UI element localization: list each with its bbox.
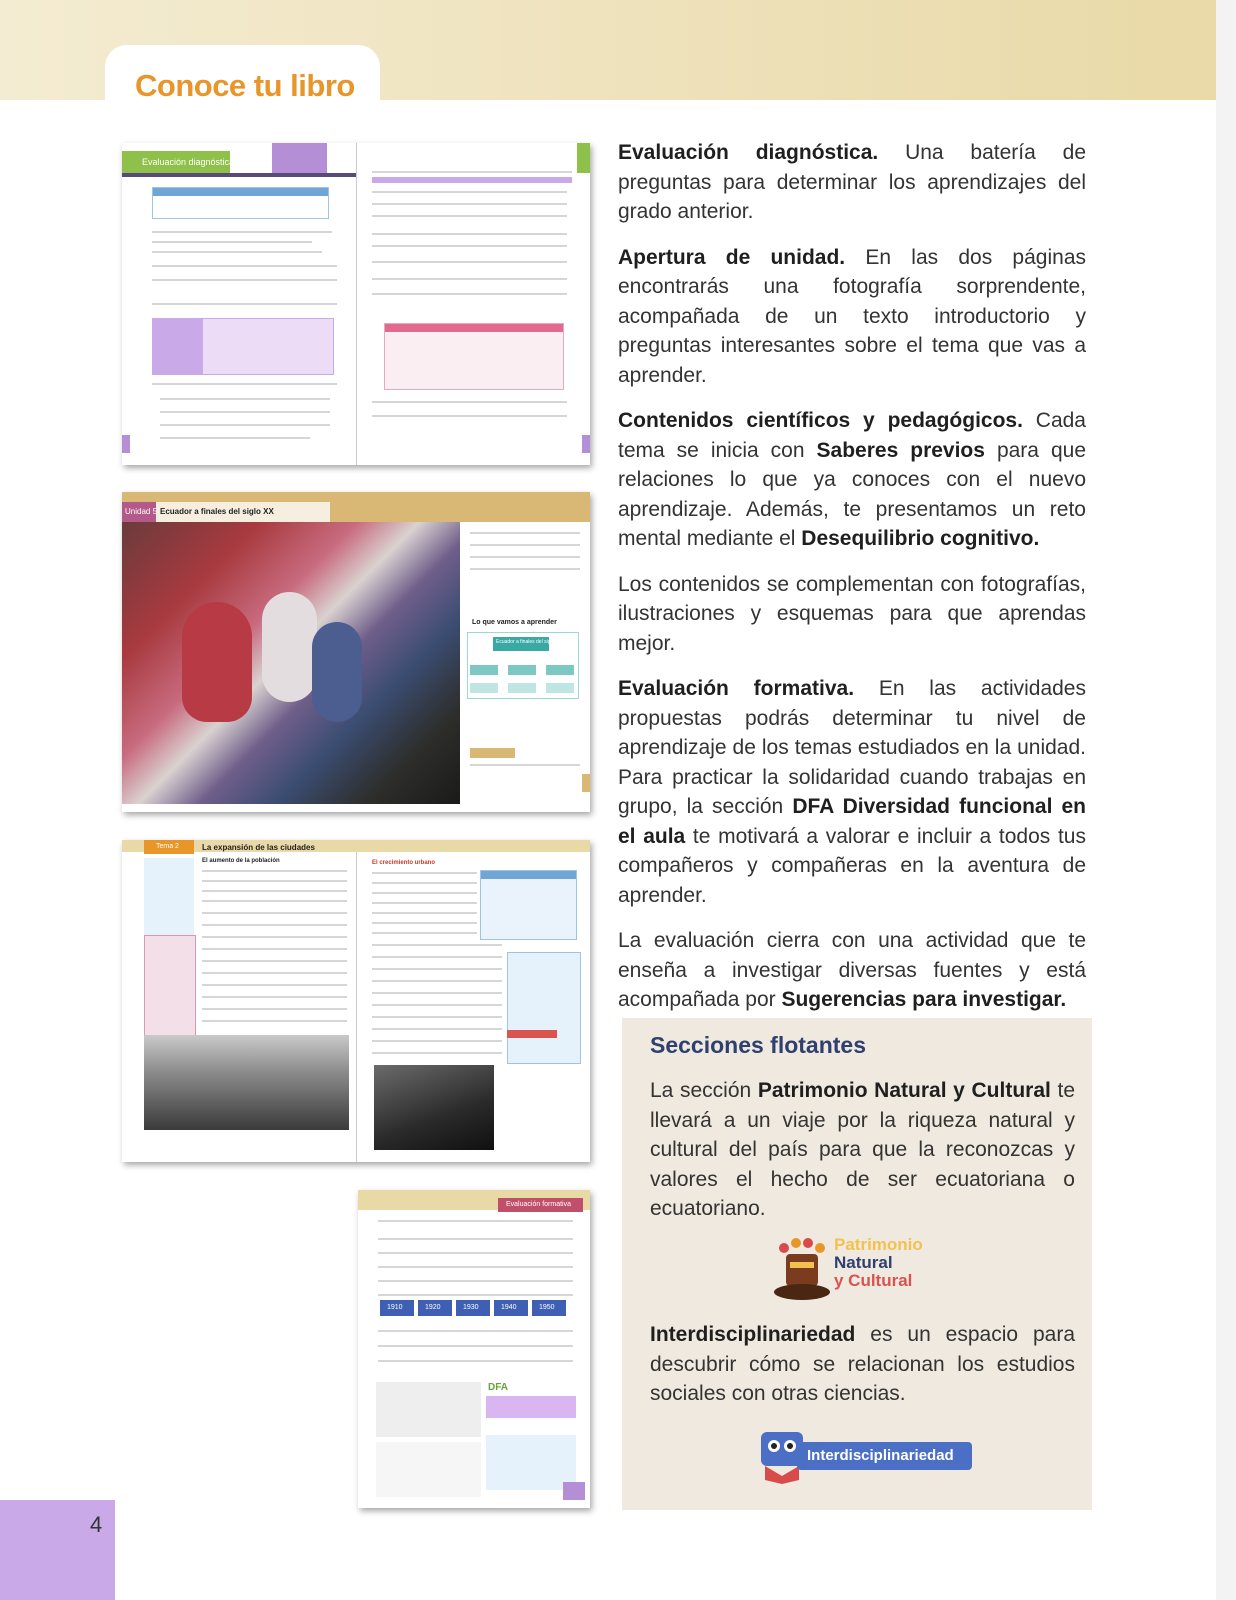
page-edge [1216,0,1236,1600]
text-line [378,1220,573,1222]
term-cognitive-imbalance: Desequilibrio cognitivo. [801,527,1040,550]
text-line [202,960,347,962]
text-line [202,880,347,882]
text-line [372,191,567,193]
topic-tag-label: Tema 2 [156,843,179,850]
learning-map-center-label: Ecuador a finales del siglo XX [496,639,563,645]
text-contents: Cada tema se inicia con [618,409,1086,462]
text-line [152,251,322,253]
text-line [372,1028,502,1030]
text-line [378,1266,573,1268]
text-closing: La evaluación cierra con una actividad que te enseña a investigar diversas fuentes y está acompañada por [618,929,1086,1011]
diagnostic-rule [122,173,356,177]
topic-tag [144,840,194,854]
text-contents: para que relaciones lo que ya conoces con el nuevo aprendizaje. Además, te presentamos un reto mental mediante el [618,438,1086,550]
text-formative: En las actividades propuestas podrás determinar tu nivel de aprendizaje de los temas estudiados en la unidad. Para practicar la solidaridad cuando trabajas en grupo, la sección [618,677,1086,818]
interdisciplinary-logo [757,1428,982,1488]
text-line [372,872,477,874]
text-line [372,171,572,173]
city-photo [144,1035,349,1130]
text-line [372,233,567,235]
unit-title-bar [122,502,330,522]
population-table [480,870,577,940]
text-line [372,902,477,904]
paragraph-contents [618,406,1086,554]
text-patrimonio: te llevará a un viaje por la riqueza natural y cultural del país para que la reconozcas y valores el hecho de ser ecuatoriana o ecuatoriano. [650,1079,1076,1220]
floating-sections-title: Secciones flotantes [650,1032,867,1058]
page-number: 4 [90,1512,103,1537]
diagnostic-corner-green [577,143,590,173]
text-unit-opening: En las dos páginas encontrarás una fotografía sorprendente, acompañada de un texto introductorio y preguntas interesantes sobre el tema que vas a aprender. [618,245,1086,387]
individual-work-box [376,1442,481,1497]
diagnostic-corner-tag [272,143,327,173]
text-line [372,1016,502,1018]
text-line [202,936,347,938]
text-line [470,556,580,558]
text-line [372,932,477,934]
paragraph-unit-opening [618,243,1086,391]
text-line [470,764,580,766]
patrimonio-logo-line1: Patrimonio [834,1235,923,1254]
text-line [378,1280,573,1282]
text-line [470,532,580,534]
page-corner-right [563,1482,585,1500]
timeline-year: 1910 [387,1304,403,1311]
term-dfa: DFA Diversidad funcional en el aula [618,795,1086,848]
text-line [372,401,567,403]
text-formative: te motivará a valorar e incluir a todos tus compañeros y compañeras en la aventura de aprender. [618,824,1086,907]
text-line [152,383,337,385]
term-research-suggestions: Sugerencias para investigar. [781,988,1067,1011]
diagnostic-table [152,187,329,219]
text-line [372,245,567,247]
book-spine [356,840,357,1162]
unit-title: Ecuador a finales del siglo XX [160,507,274,516]
content-mini-table [144,935,196,1037]
patrimonio-logo-line2: Natural [834,1253,893,1272]
text-line [372,992,502,994]
historic-photo [374,1065,494,1150]
text-line [372,215,567,217]
text-line [202,890,347,892]
heading-unit-opening: Apertura de unidad. [618,245,846,269]
text-line [202,984,347,986]
learning-map [467,619,579,699]
text-line [372,203,567,205]
dfa-label: DFA [488,1382,508,1393]
diagnostic-tab [122,151,235,173]
text-line [372,956,502,958]
text-line [202,900,347,902]
text-diagnostic: Una batería de preguntas para determinar los aprendizajes del grado anterior. [618,141,1086,223]
text-line [372,980,502,982]
text-line [378,1238,573,1240]
text-line [202,924,347,926]
text-patrimonio: La sección [650,1079,758,1102]
paragraph-patrimonio [650,1076,1075,1224]
text-line [372,944,502,946]
timeline-year: 1940 [501,1304,517,1311]
mural-face [262,592,317,702]
patrimonio-logo-line3: y Cultural [834,1271,913,1290]
text-line [160,437,310,439]
term-interdisciplinary: Interdisciplinariedad [650,1323,856,1346]
unit-label: Unidad 5 [125,507,158,516]
page-corner-right [582,774,590,792]
group-work-box [376,1382,481,1437]
pink-table [384,323,564,390]
content-subtitle-right: El crecimiento urbano [372,860,436,866]
page-corner-right [582,435,590,453]
heading-formative: Evaluación formativa. [618,677,855,700]
text-line [202,1008,347,1010]
dfa-box [486,1396,576,1418]
diagnostic-purple-table [152,318,334,375]
text-line [202,870,347,872]
text-line [372,1004,502,1006]
red-tag [507,1030,557,1038]
text-line [152,231,332,233]
text-line [202,1020,347,1022]
text-line [372,922,477,924]
floating-sections-box [622,1018,1092,1510]
text-line [202,948,347,950]
content-subtitle-left: El aumento de la población [202,858,280,864]
text-line [160,398,330,400]
text-line [372,912,477,914]
text-interdisciplinary: es un espacio para descubrir cómo se relacionan los estudios sociales con otras ciencias. [650,1323,1075,1405]
thumbnail-formative-evaluation [358,1190,590,1508]
thumbnail-content-pages [122,840,590,1162]
book-spine [356,143,357,465]
hat-icon [772,1236,832,1308]
thumbnail-diagnostic-evaluation [122,143,590,465]
paragraph-complements [618,570,1086,659]
paragraph-diagnostic [618,138,1086,227]
text-line [372,278,567,280]
text-line [378,1294,573,1296]
text-line [378,1330,573,1332]
patrimonio-logo [772,1236,942,1316]
text-line [470,544,580,546]
formative-timeline [380,1300,570,1318]
text-line [152,265,337,267]
page-title: Conoce tu libro [135,68,355,103]
text-line [372,882,477,884]
text-line [378,1252,573,1254]
sidebar-box [507,952,581,1064]
text-line [202,996,347,998]
heading-diagnostic: Evaluación diagnóstica. [618,141,879,164]
purple-header-row [372,177,572,183]
term-prior-knowledge: Saberes previos [816,438,985,462]
text-line [470,568,580,570]
text-line [378,1360,573,1362]
mural-face [182,602,252,722]
text-line [202,972,347,974]
thumbnail-unit-opening [122,492,590,812]
text-line [152,303,337,305]
text-line [372,1052,502,1054]
diagnostic-tab-label: Evaluación diagnóstica [142,157,235,167]
text-line [160,411,330,413]
formative-title: Evaluación formativa [506,1201,571,1208]
values-tag [470,748,515,758]
text-line [160,424,330,426]
text-line [372,293,567,295]
interdisciplinary-logo-label: Interdisciplinariedad [797,1442,972,1470]
text-line [378,1345,573,1347]
learning-map-center [493,637,563,651]
learning-map-title: Lo que vamos a aprender [472,619,557,626]
content-title: La expansión de las ciudades [202,843,315,852]
text-line [372,415,567,417]
text-line [202,912,347,914]
paragraph-formative [618,674,1086,910]
mural-face [312,622,362,722]
paragraph-closing [618,926,1086,1015]
formative-tag [498,1198,583,1212]
term-patrimonio: Patrimonio Natural y Cultural [757,1079,1051,1102]
text-line [372,261,567,263]
text-line [152,279,337,281]
text-line [372,968,502,970]
paragraph-interdisciplinary [650,1320,1075,1409]
timeline-year: 1950 [539,1304,555,1311]
timeline-year: 1920 [425,1304,441,1311]
text-complements: Los contenidos se complementan con fotografías, ilustraciones y esquemas para que aprendas mejor. [618,572,1086,655]
text-line [372,1040,502,1042]
text-line [372,892,477,894]
heading-contents: Contenidos científicos y pedagógicos. [618,409,1023,432]
description-column [618,138,1086,1031]
page-corner-left [122,435,130,453]
text-line [152,241,312,243]
timeline-year: 1930 [463,1304,479,1311]
